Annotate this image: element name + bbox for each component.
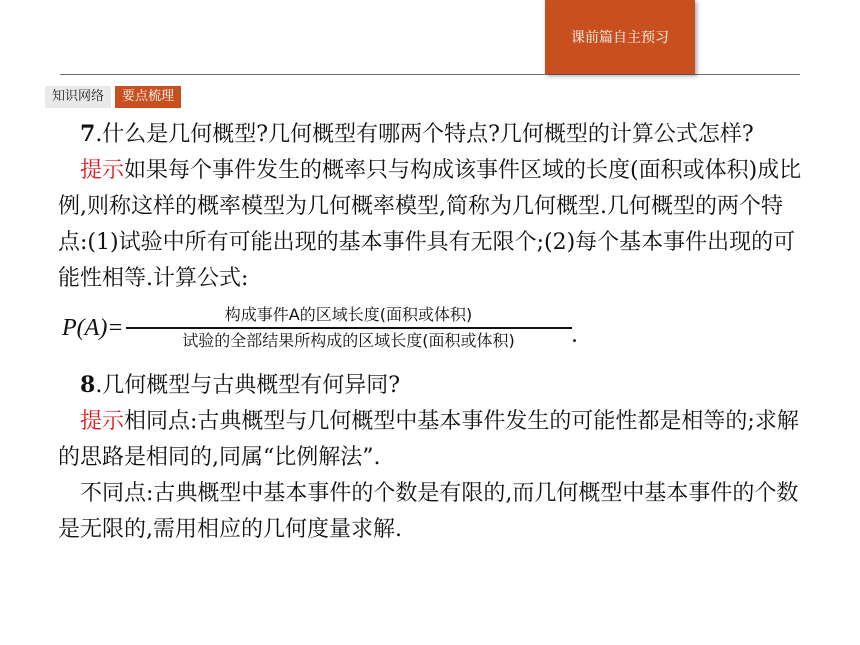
main-content <box>58 116 803 548</box>
answer-7-text: 如果每个事件发生的概率只与构成该事件区域的长度(面积或体积)成比例,则称这样的概率模型为几何概率模型,简称为几何概型.几何概型的两个特点:(1)试验中所有可能出现的基本事件具有无限个;(2)每个基本事件出现的可能性相等.计算公式: <box>58 158 802 291</box>
tab-key-points[interactable]: 要点梳理 <box>115 86 181 108</box>
question-8-number: 8 <box>80 372 96 398</box>
tab-bar <box>45 86 181 108</box>
formula-fraction <box>126 303 572 353</box>
hint-label: 提示 <box>80 409 125 434</box>
formula-numerator: 构成事件A的区域长度(面积或体积) <box>224 305 473 324</box>
formula-lhs: P(A)= <box>62 315 124 341</box>
answer-8-same-text: 相同点:古典概型与几何概型中基本事件发生的可能性都是相等的;求解的思路是相同的,同属“比例解法”. <box>58 409 799 470</box>
answer-8-diff: 不同点:古典概型中基本事件的个数是有限的,而几何概型中基本事件的个数是无限的,需用相应的几何度量求解. <box>58 481 799 542</box>
question-8 <box>58 367 803 404</box>
answer-7 <box>58 153 803 297</box>
hint-label: 提示 <box>80 158 125 183</box>
formula-denominator: 试验的全部结果所构成的区域长度(面积或体积) <box>182 331 515 350</box>
answer-8-same <box>58 404 803 476</box>
section-tab[interactable]: 课前篇自主预习 <box>545 0 695 74</box>
header-divider <box>60 74 800 75</box>
probability-formula <box>62 297 803 359</box>
tab-knowledge-network[interactable]: 知识网络 <box>45 86 111 108</box>
formula-period: . <box>571 322 578 348</box>
question-7-number: 7 <box>80 121 96 147</box>
question-7 <box>58 116 803 153</box>
question-7-text: .什么是几何概型?几何概型有哪两个特点?几何概型的计算公式怎样? <box>95 122 754 147</box>
question-8-text: .几何概型与古典概型有何异同? <box>95 373 401 398</box>
